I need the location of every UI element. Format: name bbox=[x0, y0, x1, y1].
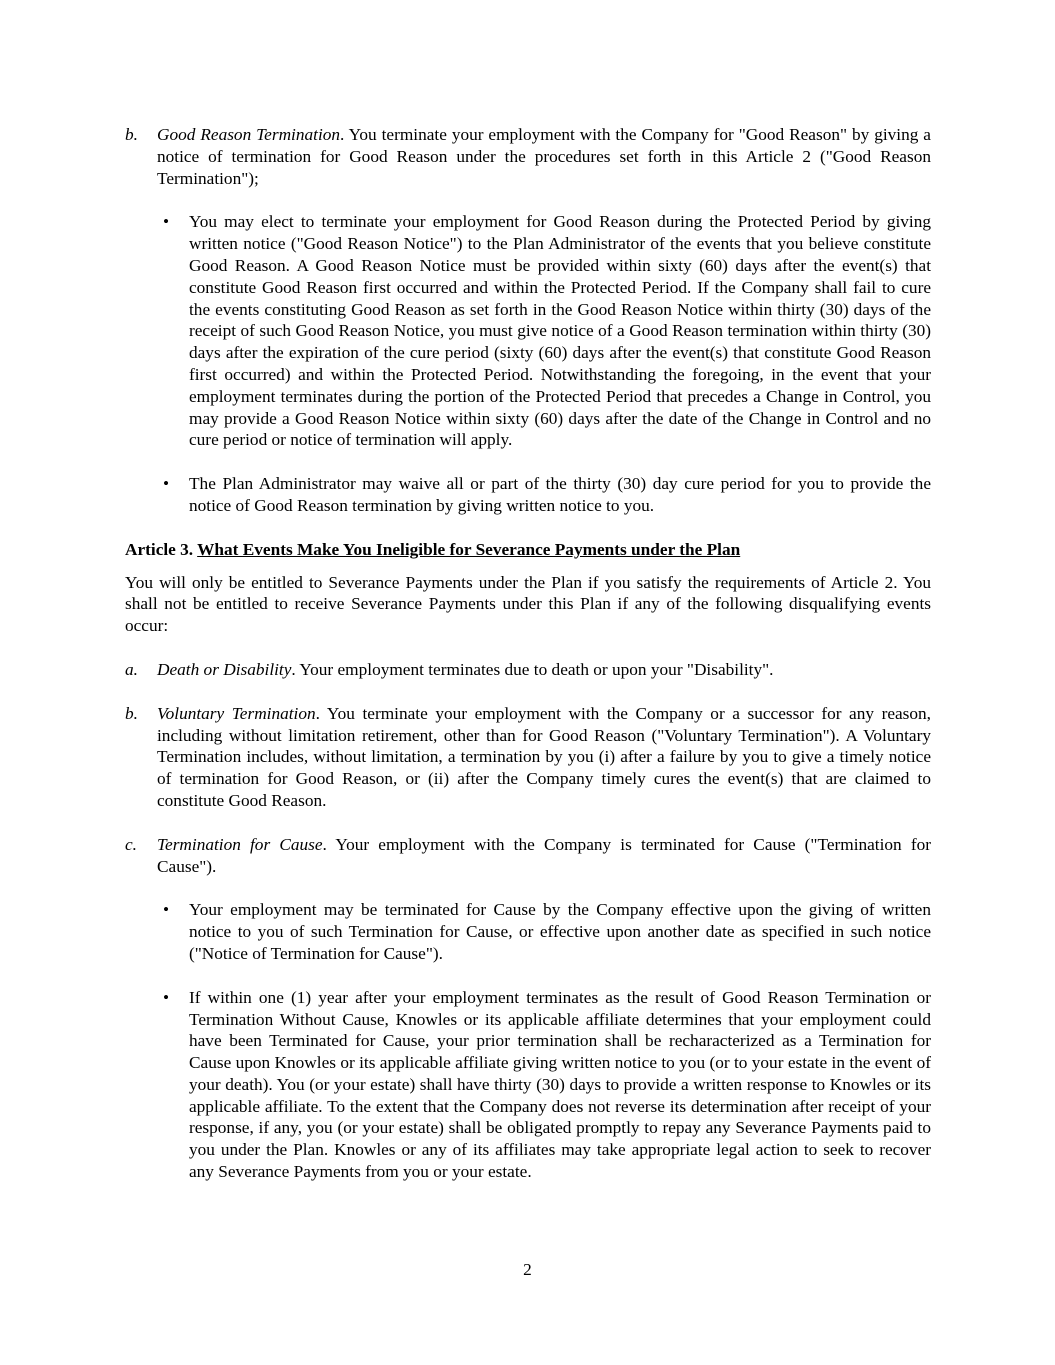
article3-item-b bbox=[125, 703, 931, 812]
bullet-text: If within one (1) year after your employment terminates as the result of Good Reason Termination or Termination Without Cause, Knowles or its applicable affiliate determines that your employment could have been Terminated for Cause, your prior termination shall be recharacterized as a Termination for Cause upon Knowles or its applicable affiliate giving written notice to you (or to your estate in the event of your death). You (or your estate) shall have thirty (30) days to provide a written response to Knowles or its applicable affiliate. To the extent that the Company does not reverse its determination after receipt of your response, if any, you (or your estate) shall be obligated promptly to repay any Severance Payments paid to you under the Plan. Knowles or any of its affiliates may take appropriate legal action to seek to recover any Severance Payments from you or your estate. bbox=[189, 987, 931, 1182]
good-reason-bullet bbox=[125, 473, 931, 517]
item-marker: b. bbox=[125, 125, 138, 144]
item-marker: c. bbox=[125, 834, 137, 854]
article3-intro: You will only be entitled to Severance Payments under the Plan if you satisfy the requirements of Article 2. You shall not be entitled to receive Severance Payments under this Plan if any of the following disqualifying events occur: bbox=[125, 572, 931, 636]
item-title: Death or Disability bbox=[157, 659, 292, 679]
item-marker: a. bbox=[125, 659, 138, 679]
item-text: . You terminate your employment with the Company or a successor for any reason, including without limitation retirement, other than for Good Reason ("Voluntary Termination"). A Voluntary Termination includes, without limitation, a termination by you (i) after a failure by you to give a timely notice of termination for Good Reason, or (ii) after the Company timely cures the event(s) that are claimed to constitute Good Reason. bbox=[157, 703, 931, 810]
bullet-icon: • bbox=[163, 212, 170, 232]
item-text: . You terminate your employment with the Company for "Good Reason" by giving a notice of termination for Good Reason under the procedures set forth in this Article 2 ("Good Reason Termination"); bbox=[157, 125, 931, 188]
bullet-icon: • bbox=[163, 987, 170, 1007]
cause-bullet bbox=[125, 987, 931, 1183]
bullet-text: The Plan Administrator may waive all or part of the thirty (30) day cure period for you to provide the notice of Good Reason termination by giving written notice to you. bbox=[189, 474, 931, 515]
article3-item-a bbox=[125, 659, 931, 681]
item-text: . Your employment terminates due to death or upon your "Disability". bbox=[291, 659, 774, 679]
bullet-text: You may elect to terminate your employment for Good Reason during the Protected Period by giving written notice ("Good Reason Notice") to the Plan Administrator of the events that you believe constitute Good Reason. A Good Reason Notice must be provided within sixty (60) days after the event(s) that constitute Good Reason first occurred and within the Protected Period. If the Company shall fail to cure the events constituting Good Reason as set forth in the Good Reason Notice within thirty (30) days of the receipt of such Good Reason Notice, you must give notice of a Good Reason termination within thirty (30) days after the expiration of the cure period (sixty (60) days after the event(s) that constitute Good Reason first occurred) and within the Protected Period. Notwithstanding the foregoing, in the event that your employment terminates during the portion of the Protected Period that precedes a Change in Control, you may provide a Good Reason Notice within sixty (60) days after the date of the Change in Control and no cure period or notice of termination will apply. bbox=[189, 212, 931, 450]
article3-heading bbox=[125, 539, 931, 561]
cause-bullet bbox=[125, 899, 931, 964]
page-content bbox=[125, 124, 931, 1183]
item-title: Termination for Cause bbox=[157, 834, 323, 854]
bullet-text: Your employment may be terminated for Cause by the Company effective upon the giving of written notice to you of such Termination for Cause, or effective upon another date as specified in such notice ("Notice of Termination for Cause"). bbox=[189, 900, 931, 963]
page-number: 2 bbox=[523, 1260, 532, 1279]
article2-item-b bbox=[125, 124, 931, 189]
article3-item-c bbox=[125, 834, 931, 878]
item-title: Voluntary Termination bbox=[157, 703, 316, 723]
item-marker: b. bbox=[125, 703, 138, 723]
good-reason-bullet bbox=[125, 211, 931, 451]
item-text: . Your employment with the Company is terminated for Cause ("Termination for Cause"). bbox=[157, 834, 931, 876]
item-title: Good Reason Termination bbox=[157, 125, 341, 144]
article3-label: Article 3. bbox=[125, 539, 198, 559]
bullet-icon: • bbox=[163, 474, 170, 494]
article3-title: What Events Make You Ineligible for Severance Payments under the Plan bbox=[197, 539, 741, 559]
bullet-icon: • bbox=[163, 900, 170, 920]
